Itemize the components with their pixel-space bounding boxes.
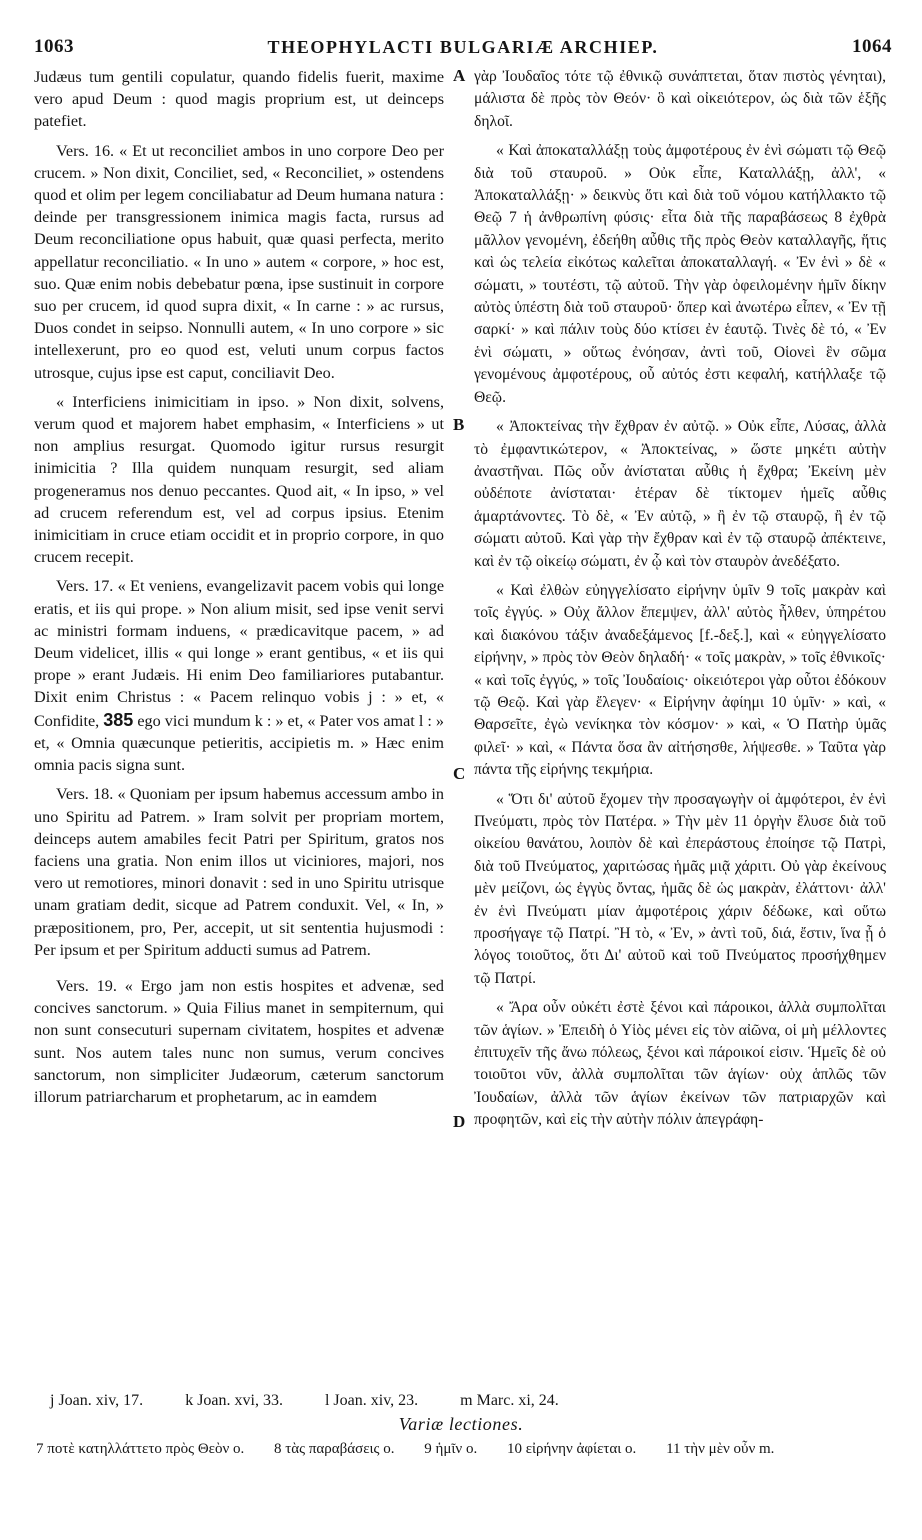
footnote: l Joan. xiv, 23. bbox=[324, 1392, 419, 1409]
latin-paragraph: « Interficiens inimicitiam in ipso. » Non dixit, solvens, verum quod et majorem habet emphasim, « Interficiens » ut non amplius resurgat. Quomodo igitur rursus resurgit inimicitia ? Illa quidem nunquam resurgit, sed aliam progeneramus nos denuo peccantes. Quod ait, « In ipso, » vel ad crucem referendum est, vel ad corpus ipsius. Etenim inimicitiam in cruce etiam occidit et in proprio corpore, in quo crucem recepit. bbox=[34, 392, 444, 567]
latin-paragraph-vers-19: Vers. 19. « Ergo jam non estis hospites et advenæ, sed concives sanctorum. » Quia Filius manet in sempiternum, qui non sunt consecuturi supernam civitatem, hospites et advenæ sunt. Nos autem tales nunc non sumus, verum concives sanctorum, non simpliciter Judæorum, cæterum sanctorum illorum patriarcharum et prophetarum, ac in eamdem bbox=[34, 976, 444, 1106]
margin-letter-c: C bbox=[453, 764, 466, 783]
left-page-number: 1063 bbox=[34, 36, 74, 57]
variant-reading: 11 τὴν μὲν οὖν m. bbox=[666, 1441, 775, 1457]
variant-reading: 10 εἰρήνην ἀφίεται o. bbox=[506, 1441, 637, 1457]
greek-paragraph: « Ἀποκτείνας τὴν ἔχθραν ἐν αὐτῷ. » Οὐκ εἶπε, Λύσας, ἀλλὰ τὸ ἐμφαντικώτερον, « Ἀποκτείνας, » ὥστε μηκέτι αὐτὴν ἀναστῆναι. Πῶς οὖν ἀνίσταται αὖθις ἡ ἔχθρα; Ἐκείνη μὲν οὐδέποτε ἀνίσταται· ἑτέραν δὲ τίκτομεν ἡμεῖς αὖθις ἁμαρτάνοντες. Τὸ δὲ, « Ἐν αὐτῷ, » ἢ ἐν τῷ σταυρῷ, ἢ ἐν τῷ σώματι αὐτοῦ. Καὶ γὰρ τὴν ἔχθραν καὶ ἐν τῷ σταυρῷ ἀπέκτεινε, καὶ ἐν τῷ οἰκείῳ σώματι, ἐν ᾧ καὶ τὸν σταυρὸν ἀνεδέξατο. bbox=[474, 418, 886, 570]
latin-column bbox=[34, 66, 444, 1115]
latin-paragraph-vers-17 bbox=[34, 575, 444, 776]
footnote: m Marc. xi, 24. bbox=[460, 1392, 559, 1409]
greek-column bbox=[474, 66, 886, 1139]
latin-text: Vers. 17. « Et veniens, evangelizavit pacem vobis qui longe eratis, et iis qui prope. » Non alium misit, sed ipse venit servi ac ministri formam induens, « prædicavitque pacem, » ad Deum videlicet, illis « qui longe » erant gentibus, « et iis qui prope » erant Judæis. Hi enim Deo familiariores putabantur. Dixit enim Christus : « Pacem relinquo vobis j : » et, « Confidite, bbox=[34, 577, 444, 730]
margin-letter-a: A bbox=[453, 66, 466, 85]
greek-paragraph: « Ὅτι δι' αὐτοῦ ἔχομεν τὴν προσαγωγὴν οἱ ἀμφότεροι, ἐν ἑνὶ Πνεύματι, πρὸς τὸν Πατέρα. » Τὴν μὲν 11 ὀργὴν ἔλυσε διὰ τοῦ οἰκείου θανάτου, λοιπὸν δὲ καὶ ἐπεράστους ἐποίησε τῷ Πατρὶ, διὰ τοῦ Πνεύματος, χαριτώσας ἡμᾶς μιᾷ χάριτι. Οὐ γὰρ ἐκείνους μὲν μείζονι, ὡς ἐγγὺς ὄντας, ἡμᾶς δὲ ὡς μακρὰν, ἐλάττονι· ἀλλ' ἐν ἑνὶ Πνεύματι μίαν ἀμφοτέροις χάριν δέδωκε, καὶ οὕτω προσήγαγε τῷ Πατρί. Ἢ τὸ, « Ἐν, » ἀντὶ τοῦ, διά, ἔστιν, ἵνα ᾖ ὁ λόγος τοιοῦτος, ὅτι Δι' αὐτοῦ καὶ τοῦ Πνεύματος προσήχθημεν τῷ Πατρί. bbox=[474, 790, 886, 987]
latin-paragraph: Judæus tum gentili copulatur, quando fidelis fuerit, maxime vero apud Deum : quod magis proprium est, ut deinceps patefiet. bbox=[34, 68, 444, 131]
right-page-number: 1064 bbox=[852, 36, 892, 57]
variant-reading: 8 τὰς παραβάσεις o. bbox=[274, 1441, 395, 1457]
greek-paragraph: « Ἄρα οὖν οὐκέτι ἐστὲ ξένοι καὶ πάροικοι, ἀλλὰ συμπολῖται τῶν ἁγίων. » Ἐπειδὴ ὁ Υἱὸς μένει εἰς τὸν αἰῶνα, οἱ μὴ μέλλοντες ἐπιτυχεῖν τῆς ἄνω πόλεως, ξένοι καὶ πάροικοί εἰσιν. Ἡμεῖς δὲ οὐ τοιοῦτοι νῦν, ἀλλὰ συμπολῖται τῶν ἁγίων· οὐχ ἁπλῶς τῶν Ἰουδαίων, ἀλλὰ τῶν ἁγίων ἐκείνων τῶν πατριαρχῶν καὶ προφητῶν, καὶ εἰς τὴν αὐτὴν πόλιν ἀπεγράφη- bbox=[474, 999, 886, 1129]
footnote: k Joan. xvi, 33. bbox=[185, 1392, 283, 1409]
running-header bbox=[34, 36, 892, 64]
footnote: j Joan. xiv, 17. bbox=[50, 1392, 144, 1409]
variant-reading: 7 ποτὲ κατηλλάττετο πρὸς Θεὸν o. bbox=[36, 1441, 245, 1457]
margin-letter-b: B bbox=[453, 415, 465, 434]
margin-letter-d: D bbox=[453, 1112, 466, 1131]
column-number: 385 bbox=[103, 709, 134, 730]
running-title: THEOPHYLACTI BULGARIÆ ARCHIEP. bbox=[267, 37, 659, 57]
latin-paragraph-vers-18: Vers. 18. « Quoniam per ipsum habemus accessum ambo in uno Spiritu ad Patrem. » Iram solvit per propriam mortem, deinceps autem amabiles fecit Patri per Spiritum, gratos nos faciens una gratia. Non enim illos ut viciniores, majori, nos vero ut remotiores, minori donavit : sed in uno Spiritu utrisque unam gratiam dedit, sicque ad Patrem conduxit. Vel, « In, » præpositionem, pro, Per, accepit, ut sit sententia hujusmodi : Per ipsum et per Spiritum adducti sumus ad Patrem. bbox=[34, 785, 444, 959]
latin-paragraph-vers-16: Vers. 16. « Et ut reconciliet ambos in uno corpore Deo per crucem. » Non dixit, Conciliet, sed, « Reconciliet, » ostendens quod et olim per legem conciliabatur ad Deum humana natura : deinde per transgressionem inimica magis facta, rursus ad Deum reconciliatione opus habuit, quæ quasi perfecta, merito appellatur reconciliatio. « In uno » autem « corpore, » hoc est, suo. Quæ enim nobis debebatur pœna, ipse sustinuit in corpore suo per crucem, id quod supra dixit, « In carne : » ac rursus, Duos condet in seipso. Nonnulli autem, « In uno corpore » sic intellexerunt, pro eo quod est, veluti unum corpus factos utrosque, cujus ipse est caput, conciliavit Deo. bbox=[34, 141, 444, 382]
greek-paragraph: γὰρ Ἰουδαῖος τότε τῷ ἐθνικῷ συνάπτεται, ὅταν πιστὸς γένηται), μάλιστα δὲ πρὸς τὸν Θεόν· ὃ καὶ οἰκειότερον, ὡς διὰ τῶν ἑξῆς δηλοῖ. bbox=[474, 68, 886, 130]
scripture-footnotes bbox=[50, 1392, 886, 1410]
variae-lectiones bbox=[36, 1440, 886, 1458]
greek-paragraph: « Καὶ ἐλθὼν εὐηγγελίσατο εἰρήνην ὑμῖν 9 τοῖς μακρὰν καὶ τοῖς ἐγγύς. » Οὐχ ἄλλον ἔπεμψεν, ἀλλ' αὐτὸς ἦλθεν, ὑπηρέτου καὶ διακόνου τάξιν ἀναδεξάμενος [f.-δεξ.], καὶ « εὐηγγελίσατο εἰρήνην, » πρὸς τὸν Θεὸν δηλαδή· « τοῖς μακρὰν, » τοῖς ἐθνικοῖς· « καὶ τοῖς ἐγγύς, » τοῖς Ἰουδαίοις· οἰκειότεροι γὰρ οὗτοι ἐδόκουν τῷ Θεῷ. Καὶ γὰρ ἔλεγεν· « Εἰρήνην ἀφίημι 10 ὑμῖν· » καὶ, « Θαρσεῖτε, ἐγὼ νενίκηκα τὸν κόσμον· » καὶ, « Ὁ Πατὴρ ὑμᾶς φιλεῖ· » καὶ, « Πάντα ὅσα ἂν αἰτήσησθε, λήψεσθε. » Ταῦτα γὰρ πάντα τῆς εἰρήνης τεκμήρια. bbox=[474, 581, 886, 779]
variae-lectiones-heading: Variæ lectiones. bbox=[398, 1414, 524, 1434]
variant-reading: 9 ἡμῖν o. bbox=[424, 1441, 478, 1457]
greek-paragraph: « Καὶ ἀποκαταλλάξῃ τοὺς ἀμφοτέρους ἐν ἑνὶ σώματι τῷ Θεῷ διὰ τοῦ σταυροῦ. » Οὐκ εἶπε, Καταλλάξῃ, ἀλλ', « Ἀποκαταλλάξῃ· » δεικνὺς ὅτι καὶ διὰ τοῦ νόμου κατήλλακτο τῷ Θεῷ 7 ἡ ἀνθρωπίνη φύσις· εἶτα διὰ τῆς παραβάσεως 8 ἐχθρὰ μᾶλλον γενομένη, ἐδεήθη αὖθις τῆς πρὸς Θεὸν καταλλαγῆς, ἥτις καὶ ὡς τελεία εἰκότως καλεῖται ἀποκαταλλαγή. « Ἐν ἑνὶ » δὲ « σώματι, » τουτέστι, τῷ αὐτοῦ. Τὴν γὰρ ὀφειλομένην ἡμῖν δίκην αὐτὸς ὑπέστη διὰ τοῦ σταυροῦ· ὅπερ καὶ ἀνωτέρω εἶπεν, « Ἐν τῇ σαρκί· » καὶ πάλιν τοὺς δύο κτίσει ἐν ἑαυτῷ. Τινὲς δὲ τό, « Ἐν ἑνὶ σώματι, » οὕτως ἐνόησαν, ἀντὶ τοῦ, Οἱονεὶ ἓν σῶμα γενομένους ἀμφοτέρους, οὗ αὐτός ἐστι κεφαλή, κατήλλαξε τῷ Θεῷ. bbox=[474, 142, 886, 406]
latin-text: ego vici mundum k : » et, « Pater vos amat l : » et, « Omnia quæcunque petieritis, accipietis m. » Hæc enim omnia pacis signa sunt. bbox=[34, 711, 444, 775]
